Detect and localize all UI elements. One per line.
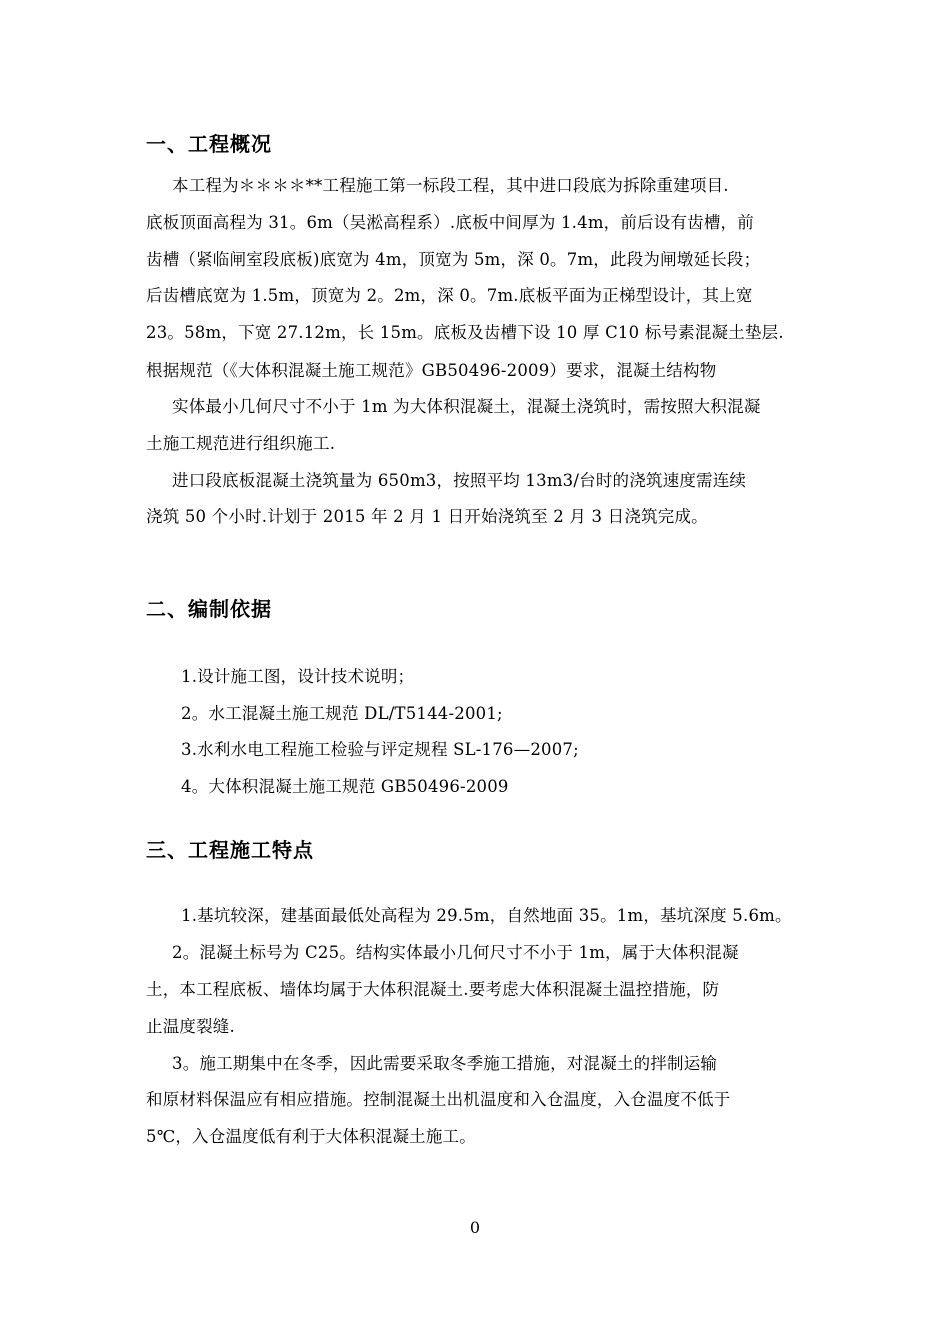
paragraph-line: 2。混凝土标号为 C25。结构实体最小几何尺寸不小于 1m，属于大体积混凝: [172, 943, 739, 962]
paragraph-line: 齿槽（紧临闸室段底板)底宽为 4m，顶宽为 5m，深 0。7m，此段为闸墩延长段；: [146, 250, 761, 269]
paragraph-line: 浇筑 50 个小时.计划于 2015 年 2 月 1 日开始浇筑至 2 月 3 日浇筑完成。: [146, 507, 708, 526]
list-item: 2。水工混凝土施工规范 DL/T5144-2001;: [181, 704, 503, 723]
section-heading-overview: 一、工程概况: [146, 132, 272, 156]
list-item: 4。大体积混凝土施工规范 GB50496-2009: [181, 777, 509, 796]
section-heading-features: 三、工程施工特点: [146, 838, 314, 862]
list-item: 1.设计施工图，设计技术说明；: [181, 667, 415, 686]
paragraph-line: 5℃，入仓温度低有利于大体积混凝土施工。: [146, 1127, 476, 1146]
section-heading-basis: 二、编制依据: [146, 597, 272, 621]
paragraph-line: 根据规范（《大体积混凝土施工规范》GB50496-2009）要求，混凝土结构物: [146, 361, 717, 380]
paragraph-line: 进口段底板混凝土浇筑量为 650m3，按照平均 13m3/台时的浇筑速度需连续: [172, 471, 747, 490]
paragraph-line: 止温度裂缝.: [146, 1017, 235, 1036]
paragraph-line: 土施工规范进行组织施工.: [146, 434, 336, 453]
paragraph-line: 后齿槽底宽为 1.5m，顶宽为 2。2m，深 0。7m.底板平面为正梯型设计，其上宽: [146, 286, 753, 305]
paragraph-line: 底板顶面高程为 31。6m（吴淞高程系）.底板中间厚为 1.4m，前后设有齿槽，前: [146, 213, 754, 232]
list-item: 3.水利水电工程施工检验与评定规程 SL-176—2007;: [181, 740, 579, 759]
paragraph-line: 23。58m，下宽 27.12m，长 15m。底板及齿槽下设 10 厚 C10 标号素混凝土垫层.: [146, 323, 784, 342]
paragraph-line: 1.基坑较深，建基面最低处高程为 29.5m，自然地面 35。1m，基坑深度 5.6m。: [181, 906, 792, 925]
paragraph-line: 3。施工期集中在冬季，因此需要采取冬季施工措施，对混凝土的拌制运输: [172, 1054, 718, 1073]
paragraph-line: 土，本工程底板、墙体均属于大体积混凝土.要考虑大体积混凝土温控措施，防: [146, 980, 720, 999]
paragraph-line: 和原材料保温应有相应措施。控制混凝土出机温度和入仓温度，入仓温度不低于: [146, 1090, 731, 1109]
paragraph-line: 实体最小几何尺寸不小于 1m 为大体积混凝土，混凝土浇筑时，需按照大积混凝: [172, 397, 761, 416]
page-number: 0: [469, 1218, 481, 1237]
paragraph-line: 本工程为＊＊＊＊**工程施工第一标段工程，其中进口段底为拆除重建项目.: [172, 176, 729, 195]
